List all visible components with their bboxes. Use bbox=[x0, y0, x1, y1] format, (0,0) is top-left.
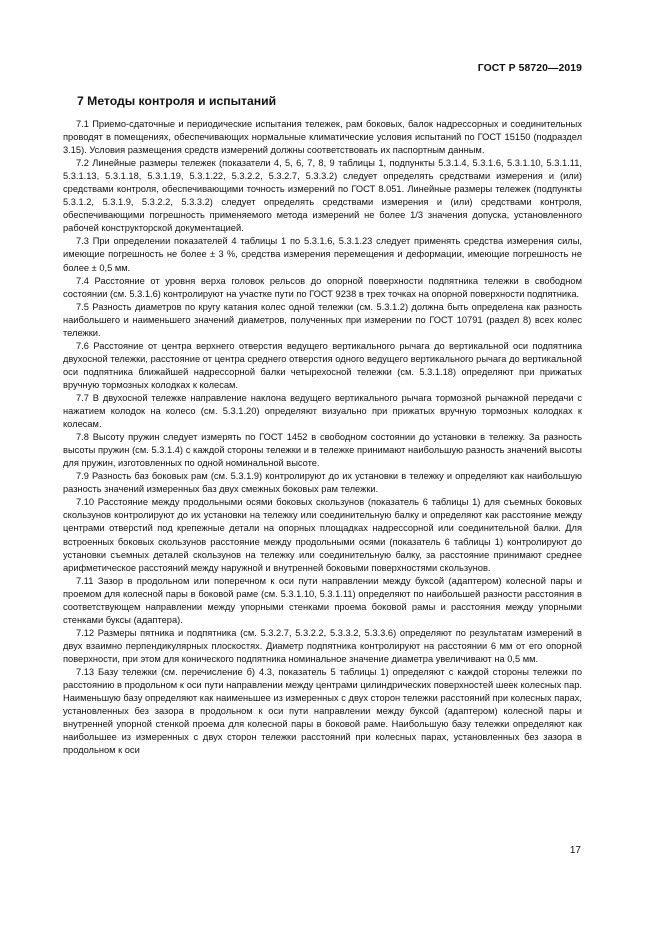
paragraph-7-4: 7.4 Расстояние от уровня верха головок рельсов до опорной поверхности подпятника тележки в свободном состоянии (см. 5.3.1.6) контролируют на участке пути по ГОСТ 9238 в трех точках на опорной поверхности подпятника. bbox=[63, 275, 582, 299]
paragraph-7-13: 7.13 Базу тележки (см. перечисление б) 4.3, показатель 5 таблицы 1) определяют с каждой стороны тележки по расстоянию в продольном к оси пути направлении между центрами цилиндрических поверхностей шеек колесных пар. Наименьшую базу определяют как наименьшее из измеренных с двух сторон тележки расстояний при колесных парах, установленных без зазора в продольном к оси пути направлении между буксой (адаптером) колесной пары и внутренней упорной стенкой проема для колесной пары в боковой раме. Наибольшую базу тележки определяют как наибольшее из измеренных с двух сторон тележки расстояний при колесных парах, установленных без зазора в продольном к оси bbox=[63, 666, 582, 756]
section-title: 7 Методы контроля и испытаний bbox=[77, 94, 277, 108]
paragraph-7-8: 7.8 Высоту пружин следует измерять по ГОСТ 1452 в свободном состоянии до установки в тележку. За разность высоты пружин (см. 5.3.1.4) с каждой стороны тележки и в тележке принимают наибольшую разность значений высоты для пружин, изготовленных по одной номинальной высоте. bbox=[63, 432, 582, 469]
paragraph-7-9: 7.9 Разность баз боковых рам (см. 5.3.1.9) контролируют до их установки в тележку и определяют как наибольшую разность значений измеренных баз двух смежных боковых рам тележки. bbox=[63, 471, 582, 495]
section-body bbox=[63, 118, 582, 757]
paragraph-7-11: 7.11 Зазор в продольном или поперечном к оси пути направлении между буксой (адаптером) колесной пары и проемом для колесной пары в боковой раме (см. 5.3.1.10, 5.3.1.11) определяют по наибольшей разности расстояния в соответствующем направлении между упорными стенками проема боковой рамы и расстояния между упорными стенками буксы (адаптера). bbox=[63, 575, 582, 625]
document-code-header: ГОСТ Р 58720—2019 bbox=[477, 63, 582, 74]
paragraph-7-5: 7.5 Разность диаметров по кругу катания колес одной тележки (см. 5.3.1.2) должна быть определена как разность наибольшего и наименьшего значений диаметров, полученных при измерении по ГОСТ 10791 (раздел 8) всех колес тележки. bbox=[63, 301, 582, 338]
paragraph-7-10: 7.10 Расстояние между продольными осями боковых скользунов (показатель 6 таблицы 1) для съемных боковых скользунов контролируют до их установки на тележку или соединительную балку и определяют как расстояние между центрами отверстий под крепежные детали на опорных площадках надрессорной или соединительной балки. Для встроенных боковых скользунов расстояние между продольными осями (показатель 6 таблицы 1) контролируют до установки съемных деталей скользунов на тележку или соединительную балку, за расстояние принимают среднее арифметическое расстояний между наружной и внутренней боковыми поверхностями скользунов. bbox=[63, 497, 582, 573]
paragraph-7-12: 7.12 Размеры пятника и подпятника (см. 5.3.2.7, 5.3.2.2, 5.3.3.2, 5.3.3.6) определяют по результатам измерений в двух взаимно перпендикулярных плоскостях. Диаметр подпятника контролируют на расстоянии 6 мм от его опорной поверхности, при этом для конического подпятника номинальное значение диаметра увеличивают на 0,5 мм. bbox=[63, 627, 582, 664]
paragraph-7-1: 7.1 Приемо-сдаточные и периодические испытания тележек, рам боковых, балок надрессорных и соединительных проводят в помещениях, обеспечивающих нормальные климатические условия испытаний по ГОСТ 15150 (подраздел 3.15). Условия размещения средств измерений должны соответствовать их паспортным данным. bbox=[63, 119, 582, 156]
page-number: 17 bbox=[569, 845, 581, 856]
paragraph-7-3: 7.3 При определении показателей 4 таблицы 1 по 5.3.1.6, 5.3.1.23 следует применять средства измерения силы, имеющие погрешность не более ± 3 %, средства измерения перемещения и деформации, имеющие погрешность не более ± 0,5 мм. bbox=[63, 236, 582, 273]
paragraph-7-2: 7.2 Линейные размеры тележек (показатели 4, 5, 6, 7, 8, 9 таблицы 1, подпункты 5.3.1.4, 5.3.1.6, 5.3.1.10, 5.3.1.11, 5.3.1.13, 5.3.1.18, 5.3.1.19, 5.3.1.22, 5.3.2.2, 5.3.2.7, 5.3.3.2) следует определять средствами измерения и (или) средствами контроля, обеспечивающими точность измерений по ГОСТ 8.051. Линейные размеры тележек (подпункты 5.3.1.2, 5.3.1.9, 5.3.2.2, 5.3.3.2) следует определять средствами измерения и (или) средствами контроля, обеспечивающими погрешность применяемого метода измерений не более 1/3 значения допуска, установленного рабочей конструкторской документацией. bbox=[63, 158, 582, 234]
paragraph-7-7: 7.7 В двухосной тележке направление наклона ведущего вертикального рычага тормозной рычажной передачи с нажатием колодок на колесо (см. 5.3.1.20) определяют визуально при прижатых вручную тормозных колодках к колесам. bbox=[63, 392, 582, 430]
paragraph-7-6: 7.6 Расстояние от центра верхнего отверстия ведущего вертикального рычага до вертикальной оси подпятника двухосной тележки, расстояние от центра среднего отверстия одного ведущего вертикального рычага до вертикальной оси подпятника ближайшей надрессорной балки четырехосной тележки (см. 5.3.1.18) определяют при прижатых вручную тормозных колодках к колесам. bbox=[63, 340, 582, 390]
